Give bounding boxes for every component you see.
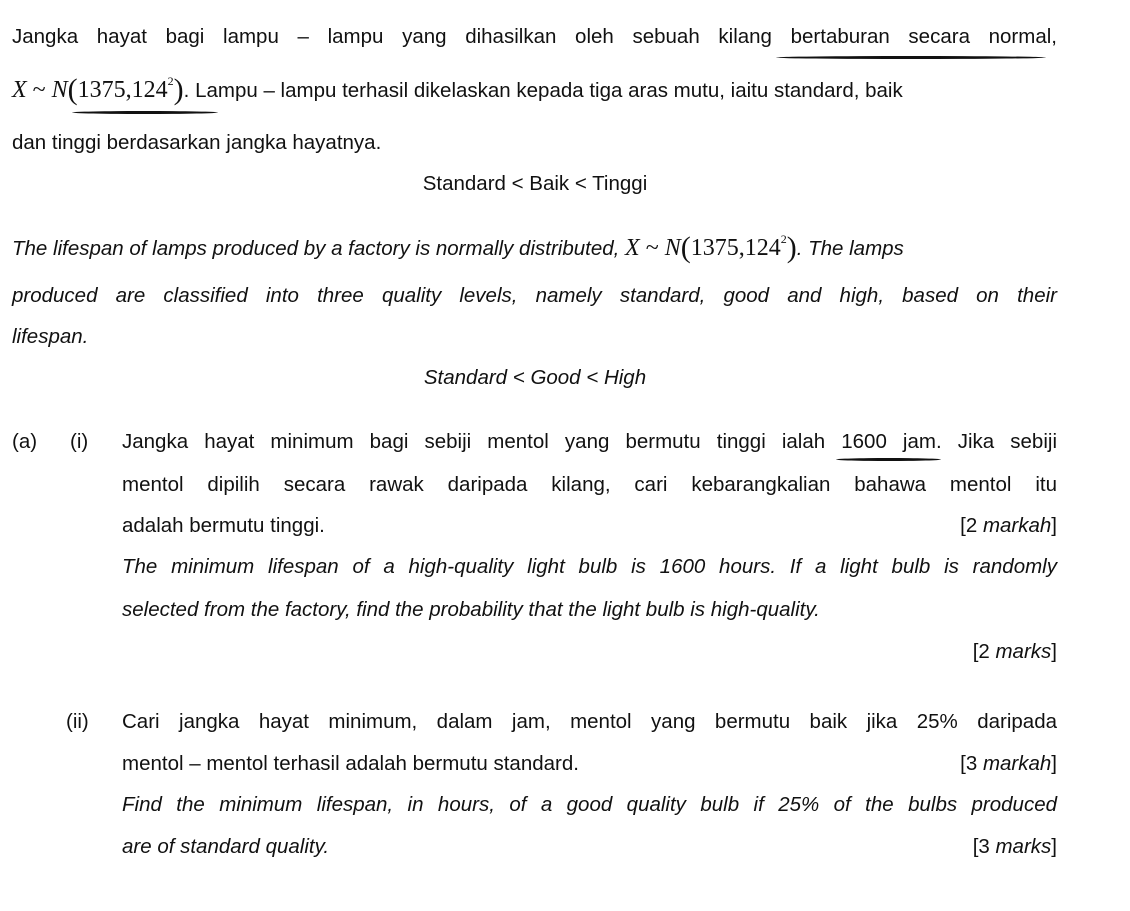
part-i-ms-line-1: Jangka hayat minimum bagi sebiji mentol yang bermutu tinggi ialah 1600 jam. Jika sebiji xyxy=(122,430,1057,453)
part-ii-en-line-1: Find the minimum lifespan, in hours, of a good quality bulb if 25% of the bulbs produced xyxy=(122,793,1057,816)
intro-ms-line-1: Jangka hayat bagi lampu – lampu yang dihasilkan oleh sebuah kilang bertaburan secara normal, xyxy=(12,25,1057,48)
quality-order-en: Standard < Good < High xyxy=(423,366,647,389)
handwritten-underline-formula xyxy=(72,111,218,114)
part-ii-label: (ii) xyxy=(66,710,89,733)
part-i-ms-line-2: mentol dipilih secara rawak daripada kilang, cari kebarangkalian bahawa mentol itu xyxy=(122,473,1057,496)
handwritten-underline-normal xyxy=(776,56,1046,59)
quality-order-ms: Standard < Baik < Tinggi xyxy=(422,172,648,195)
intro-en-line-1: The lifespan of lamps produced by a factory is normally distributed, X ~ N(1375,124$^2$). The lamps xyxy=(12,231,904,264)
part-ii-ms-line-1: Cari jangka hayat minimum, dalam jam, mentol yang bermutu baik jika 25% daripada xyxy=(122,710,1057,733)
intro-ms-line-2: X ~ N(1375,124$^2$). Lampu – lampu terhasil dikelaskan kepada tiga aras mutu, iaitu standard, baik xyxy=(12,73,903,106)
handwritten-underline-1600-jam xyxy=(836,458,941,461)
part-i-ms-line-3: adalah bermutu tinggi. xyxy=(122,514,325,537)
part-i-en-line-2: selected from the factory, find the probability that the light bulb is high-quality. xyxy=(122,598,820,621)
distribution-formula: X ~ N(1375,124$^2$) xyxy=(12,73,184,106)
part-i-label: (i) xyxy=(70,430,89,453)
part-ii-ms-marks: [3 markah] xyxy=(960,752,1057,775)
intro-en-line-3: lifespan. xyxy=(12,325,89,348)
intro-en-line-2: produced are classified into three quality levels, namely standard, good and high, based on their xyxy=(12,284,1057,307)
part-i-en-line-1: The minimum lifespan of a high-quality light bulb is 1600 hours. If a light bulb is randomly xyxy=(122,555,1057,578)
distribution-formula-en: X ~ N(1375,124$^2$) xyxy=(625,231,797,264)
part-ii-en-marks: [3 marks] xyxy=(972,835,1057,858)
intro-ms-line-3: dan tinggi berdasarkan jangka hayatnya. xyxy=(12,131,382,154)
part-ii-ms-line-2: mentol – mentol terhasil adalah bermutu standard. xyxy=(122,752,579,775)
part-ii-en-line-2: are of standard quality. xyxy=(122,835,330,858)
part-i-en-marks: [2 marks] xyxy=(972,640,1057,663)
question-a-label: (a) xyxy=(12,430,38,453)
part-i-ms-marks: [2 markah] xyxy=(960,514,1057,537)
